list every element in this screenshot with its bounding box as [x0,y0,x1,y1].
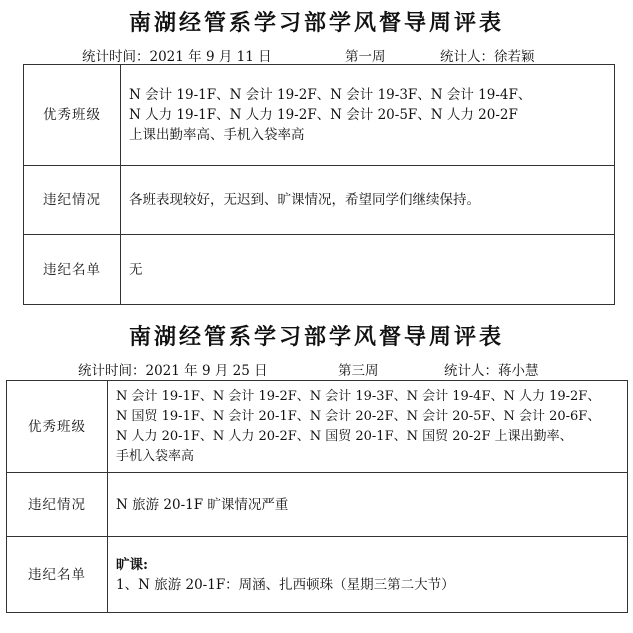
sheet2-row-names [7,537,628,613]
sheet2-label-names: 违纪名单 [7,537,108,613]
sheet1-statistician: 统计人：徐若颖 [440,49,535,65]
sheet1-label-names: 违纪名单 [24,235,121,305]
sheet1-excellent-line-1: N 会计 19-1F、N 会计 19-2F、N 会计 19-3F、N 会计 19-4F、 [129,87,532,103]
sheet1-excellent-line-2: N 人力 19-1F、N 人力 19-2F、N 会计 20-5F、N 人力 20-2F [129,107,518,123]
sheet2-title: 南湖经管系学习部学风督导周评表 [128,324,504,350]
sheet1-row-violation [24,166,615,235]
sheet2-table [6,380,628,613]
sheet2-label-violation: 违纪情况 [7,473,108,537]
sheet2-row-excellent [7,381,628,473]
sheet1-table [23,64,615,305]
sheet2-names-heading: 旷课: [116,556,148,573]
sheet1-content-violation: 各班表现较好，无迟到、旷课情况，希望同学们继续保持。 [121,166,615,235]
sheet2-content-excellent [108,381,628,473]
sheet2-week: 第三周 [338,363,379,379]
sheet2-stats-time: 统计时间：2021 年 9 月 25 日 [78,363,268,379]
sheet1-row-names [24,235,615,305]
sheet1-label-excellent: 优秀班级 [24,65,121,166]
sheet1-title: 南湖经管系学习部学风督导周评表 [128,10,504,36]
sheet1-excellent-line-3: 上课出勤率高、手机入袋率高 [129,127,305,143]
sheet2-row-violation [7,473,628,537]
sheet1-content-names: 无 [121,235,615,305]
sheet1-row-excellent [24,65,615,166]
sheet2-content-violation: N 旅游 20-1F 旷课情况严重 [108,473,628,537]
sheet1-label-violation: 违纪情况 [24,166,121,235]
sheet2-excellent-line-4: 手机入袋率高 [116,448,195,464]
sheet1-week: 第一周 [345,49,386,65]
sheet2-label-excellent: 优秀班级 [7,381,108,473]
sheet2-names-text: 1、N 旅游 20-1F：周涵、扎西顿珠（星期三第二大节） [116,576,455,593]
sheet2-statistician: 统计人：蒋小慧 [444,363,539,379]
sheet2-excellent-line-1: N 会计 19-1F、N 会计 19-2F、N 会计 19-3F、N 会计 19-4F、N 人力 19-2F、 [116,388,601,404]
sheet2-excellent-line-3: N 人力 20-1F、N 人力 20-2F、N 国贸 20-1F、N 国贸 20-2F 上课出勤率、 [116,428,573,444]
sheet2-content-names [108,537,628,613]
sheet2-excellent-line-2: N 国贸 19-1F、N 会计 20-1F、N 会计 20-2F、N 会计 20-5F、N 会计 20-6F、 [116,408,601,424]
sheet1-content-excellent [121,65,615,166]
sheet1-stats-time: 统计时间：2021 年 9 月 11 日 [82,49,272,65]
